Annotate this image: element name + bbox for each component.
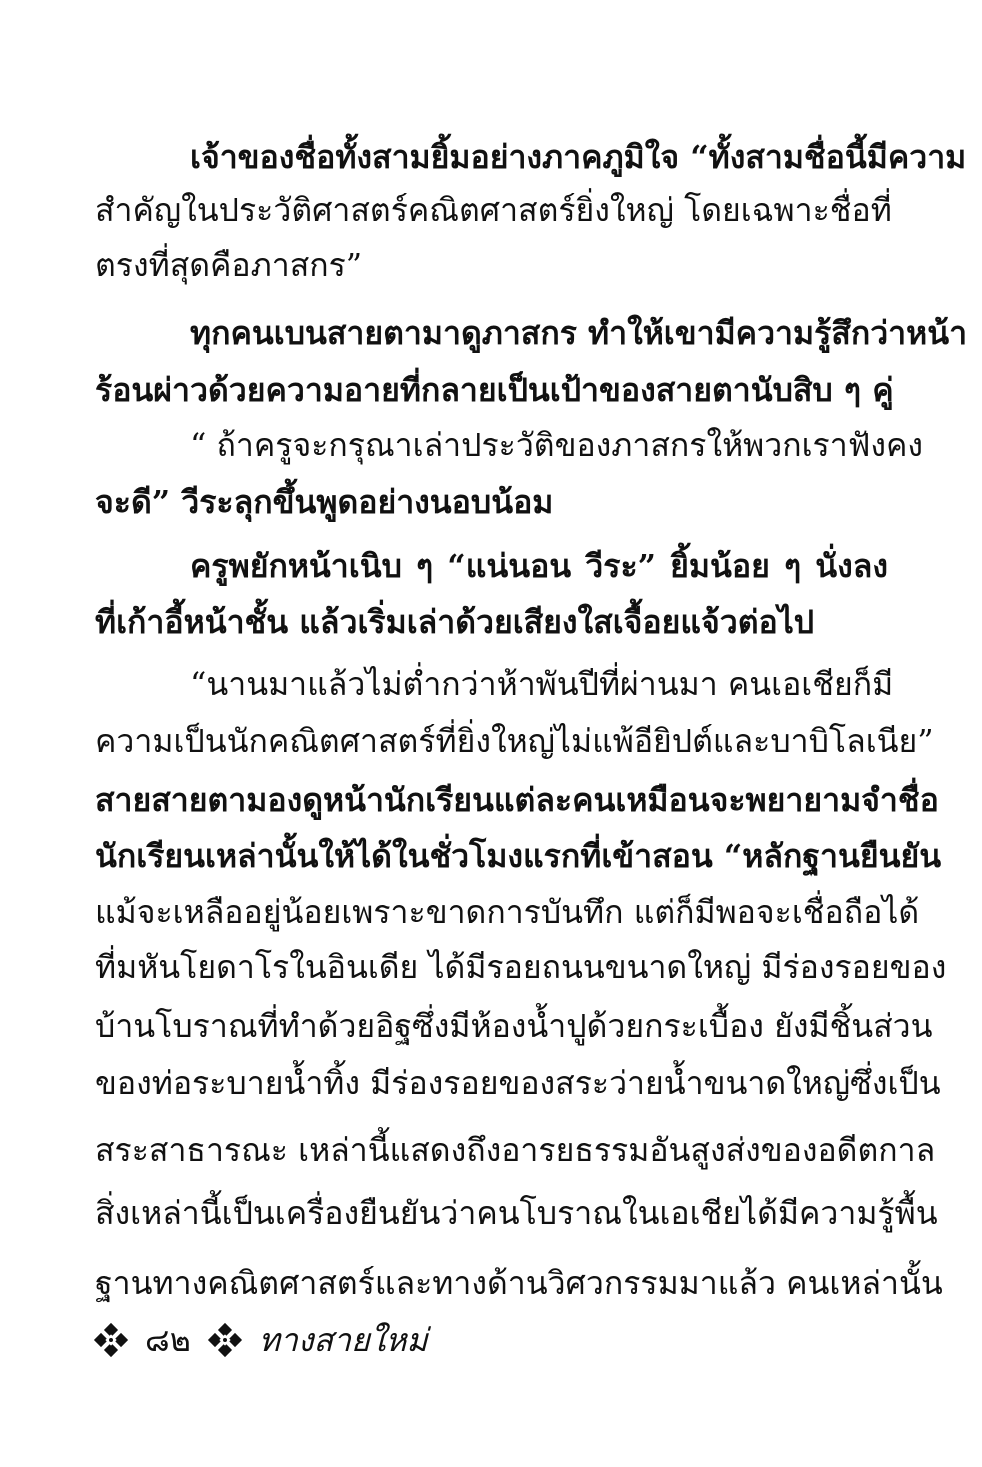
body-line: นักเรียนเหล่านั้นให้ได้ในชั่วโมงแรกที่เข้าสอน “หลักฐานยืนยัน bbox=[95, 837, 942, 875]
body-line: บ้านโบราณที่ทำด้วยอิฐซึ่งมีห้องน้ำปูด้วยกระเบื้อง ยังมีชิ้นส่วน bbox=[95, 1007, 933, 1045]
body-line: จะดี” วีระลุกขึ้นพูดอย่างนอบน้อม bbox=[95, 483, 554, 521]
body-line: สำคัญในประวัติศาสตร์คณิตศาสตร์ยิ่งใหญ่ โดยเฉพาะชื่อที่ bbox=[95, 191, 892, 229]
page-number: ๘๒ bbox=[145, 1321, 191, 1359]
body-line: ร้อนผ่าวด้วยความอายที่กลายเป็นเป้าของสายตานับสิบ ๆ คู่ bbox=[95, 371, 894, 409]
body-line: ครูพยักหน้าเนิบ ๆ “แน่นอน วีระ” ยิ้มน้อย ๆ นั่งลง bbox=[190, 547, 888, 585]
body-line: ตรงที่สุดคือภาสกร” bbox=[95, 246, 363, 284]
body-line: สระสาธารณะ เหล่านี้แสดงถึงอารยธรรมอันสูงส่งของอดีตกาล bbox=[95, 1131, 936, 1169]
body-line: ของท่อระบายน้ำทิ้ง มีร่องรอยของสระว่ายน้ำขนาดใหญ่ซึ่งเป็น bbox=[95, 1064, 941, 1102]
body-line: ที่มหันโยดาโรในอินเดีย ได้มีรอยถนนขนาดใหญ่ มีร่องรอยของ bbox=[95, 948, 947, 986]
diamond-ornament-icon bbox=[209, 1324, 241, 1356]
running-title: ทางสายใหม่ bbox=[258, 1321, 428, 1359]
body-line: เจ้าของชื่อทั้งสามยิ้มอย่างภาคภูมิใจ “ทั้งสามชื่อนี้มีความ bbox=[190, 138, 967, 176]
body-line: สายสายตามองดูหน้านักเรียนแต่ละคนเหมือนจะพยายามจำชื่อ bbox=[95, 781, 939, 819]
body-line: สิ่งเหล่านี้เป็นเครื่องยืนยันว่าคนโบราณในเอเชียได้มีความรู้พื้น bbox=[95, 1194, 938, 1232]
body-line: ฐานทางคณิตศาสตร์และทางด้านวิศวกรรมมาแล้ว คนเหล่านั้น bbox=[95, 1264, 943, 1302]
body-line: แม้จะเหลืออยู่น้อยเพราะขาดการบันทึก แต่ก็มีพอจะเชื่อถือได้ bbox=[95, 893, 920, 931]
body-line: ทุกคนเบนสายตามาดูภาสกร ทำให้เขามีความรู้สึกว่าหน้า bbox=[190, 314, 968, 352]
body-line: “นานมาแล้วไม่ต่ำกว่าห้าพันปีที่ผ่านมา คนเอเชียก็มี bbox=[190, 665, 894, 703]
diamond-ornament-icon bbox=[95, 1324, 127, 1356]
page-footer bbox=[95, 1318, 428, 1362]
body-line: “ ถ้าครูจะกรุณาเล่าประวัติของภาสกรให้พวกเราฟังคง bbox=[190, 426, 924, 464]
body-line: ที่เก้าอี้หน้าชั้น แล้วเริ่มเล่าด้วยเสียงใสเจื้อยแจ้วต่อไป bbox=[95, 603, 815, 641]
body-line: ความเป็นนักคณิตศาสตร์ที่ยิ่งใหญ่ไม่แพ้อียิปต์และบาบิโลเนีย” bbox=[95, 722, 934, 760]
